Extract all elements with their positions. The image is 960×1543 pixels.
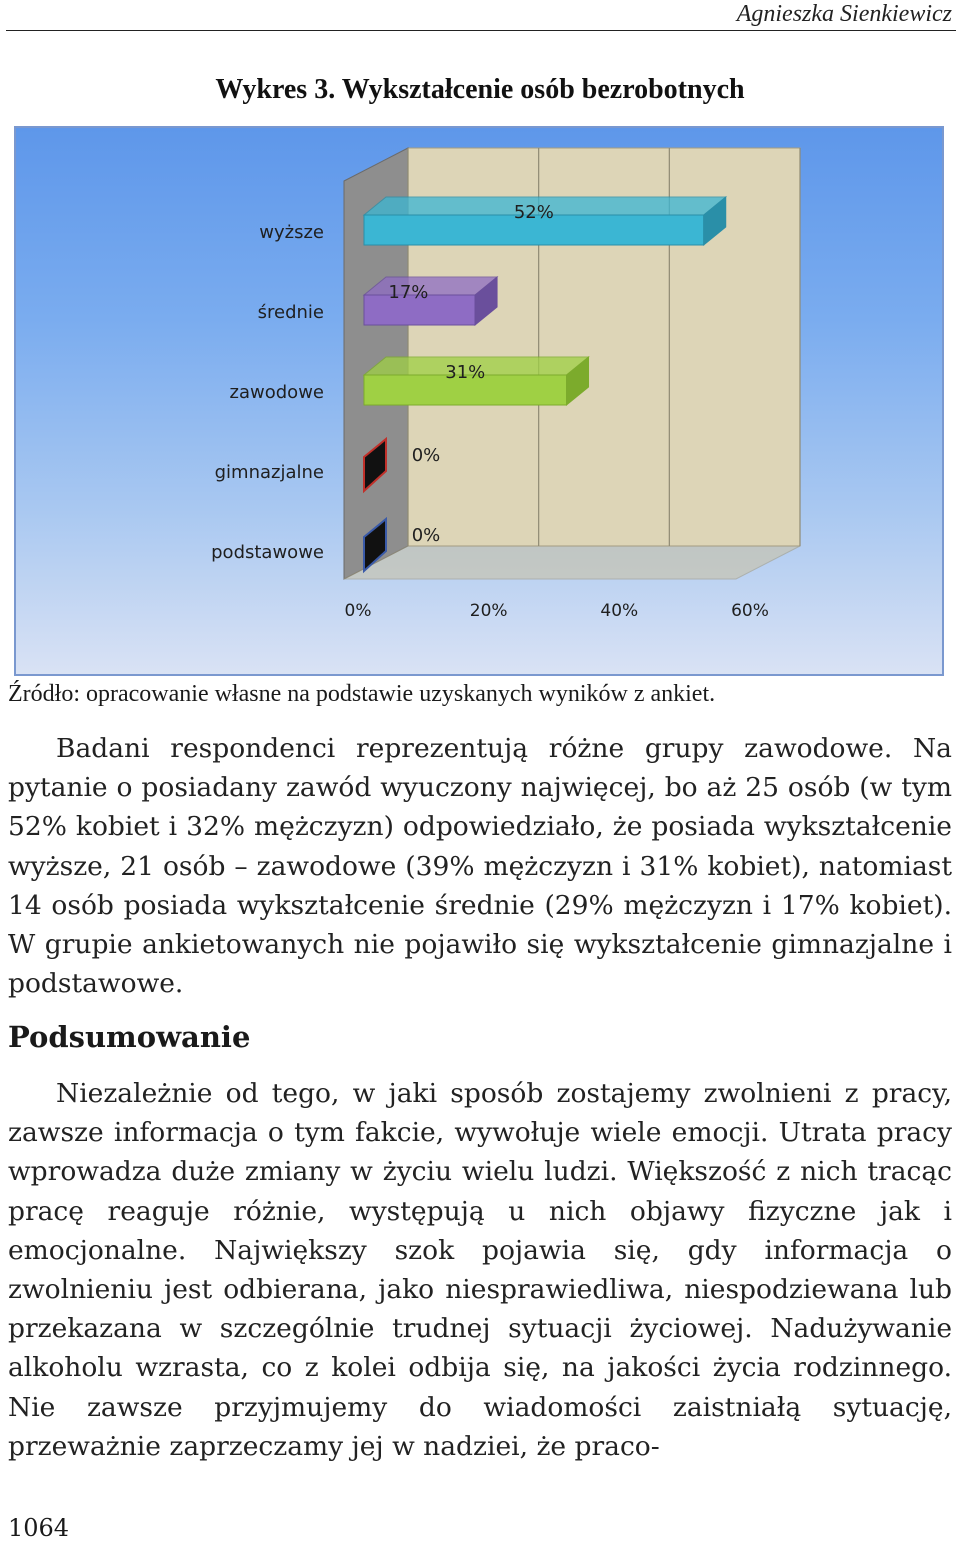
chart-category-label: gimnazjalne: [214, 462, 324, 483]
figure-source: Źródło: opracowanie własne na podstawie uzyskanych wyników z ankiet.: [8, 681, 716, 707]
education-bar-chart: [14, 126, 944, 676]
chart-category-label: średnie: [257, 302, 324, 323]
chart-data-label: 31%: [445, 362, 486, 383]
chart-data-label: 17%: [388, 282, 429, 303]
chart-data-label: 0%: [411, 445, 441, 466]
chart-category-label: podstawowe: [211, 542, 324, 563]
body-paragraph-1: Badani respondenci reprezentują różne grupy zawodowe. Na pytanie o posiadany zawód wyuczony najwięcej, bo aż 25 osób (w tym 52% kobiet i 32% mężczyzn) odpowiedziało, że posiada wykształcenie wyższe, 21 osób – zawodowe (39% mężczyzn i 31% kobiet), natomiast 14 osób posiada wykształcenie średnie (29% mężczyzn i 17% kobiet). W grupie ankietowanych nie pojawiło się wykształcenie gimnazjalne i podstawowe.: [8, 733, 952, 1000]
chart-floor: [344, 546, 800, 579]
chart-category-label: wyższe: [259, 222, 324, 243]
chart-x-tick-label: 20%: [469, 601, 508, 621]
section-heading-summary: Podsumowanie: [8, 1020, 251, 1054]
header-rule: [6, 30, 956, 31]
chart-x-tick-label: 60%: [731, 601, 769, 621]
chart-category-label: zawodowe: [229, 382, 324, 403]
chart-data-label: 0%: [411, 525, 441, 546]
body-paragraph-2: Niezależnie od tego, w jaki sposób zostajemy zwolnieni z pracy, zawsze informacja o tym fakcie, wywołuje wiele emocji. Utrata pracy wprowadza duże zmiany w życiu wielu ludzi. Większość z nich tracąc pracę reaguje różnie, występują u nich objawy fizyczne jak i emocjonalne. Największy szok pojawia się, gdy informacja o zwolnieniu jest odbierana, jako niesprawiedliwa, niespodziewana lub przekazana w szczególnie trudnej sytuacji życiowej. Nadużywanie alkoholu wzrasta, co z kolei odbija się, na jakości życia rodzinnego. Nie zawsze przyjmujemy do wiadomości zaistniałą sytuację, przeważnie zaprzeczamy jej w nadziei, że praco-: [8, 1078, 952, 1462]
chart-x-tick-label: 0%: [344, 601, 372, 621]
running-header-author: Agnieszka Sienkiewicz: [736, 1, 952, 27]
chart-x-tick-label: 40%: [600, 601, 639, 621]
chart-canvas: [16, 128, 942, 674]
figure-title: Wykres 3. Wykształcenie osób bezrobotnych: [215, 74, 745, 105]
chart-data-label: 52%: [513, 202, 554, 223]
page-number: 1064: [8, 1514, 70, 1542]
chart-bar-top: [364, 277, 497, 295]
